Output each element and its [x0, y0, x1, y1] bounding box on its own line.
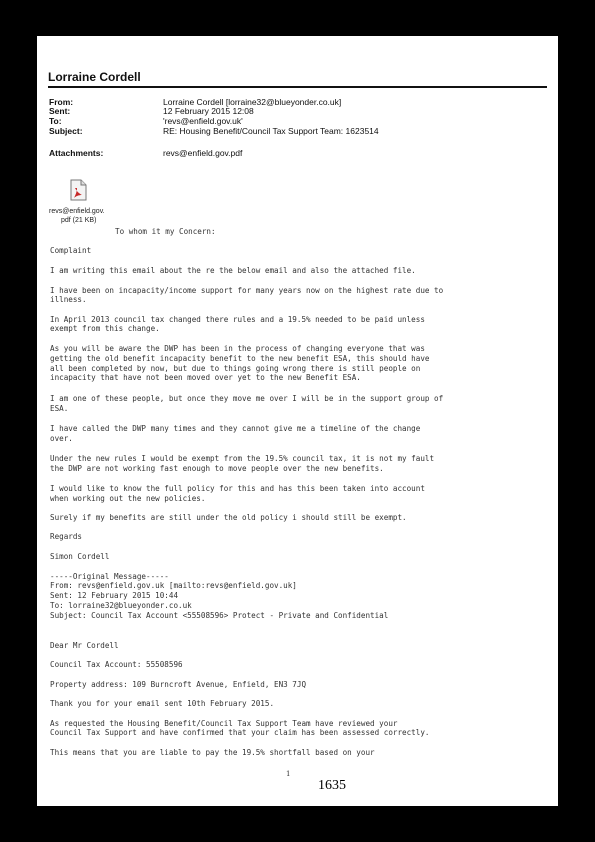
paragraph-3-line-2: exempt from this change.	[50, 324, 160, 333]
paragraph-6-line-2: over.	[50, 434, 73, 443]
to-label: To:	[49, 116, 62, 126]
attachments-value: revs@enfield.gov.pdf	[163, 148, 243, 158]
original-sent: Sent: 12 February 2015 10:44	[50, 591, 179, 600]
liable-line: This means that you are liable to pay the 19.5% shortfall based on your	[50, 748, 375, 757]
property-address: Property address: 109 Burncroft Avenue, Enfield, EN3 7JQ	[50, 680, 307, 689]
salutation: To whom it my Concern:	[115, 227, 216, 236]
header-divider	[48, 86, 547, 88]
thanks-line: Thank you for your email sent 10th February 2015.	[50, 699, 275, 708]
sent-value: 12 February 2015 12:08	[163, 106, 254, 116]
attachment-size: pdf (21 KB)	[61, 217, 97, 224]
subject-value: RE: Housing Benefit/Council Tax Support Team: 1623514	[163, 126, 379, 136]
account-number: Council Tax Account: 55508596	[50, 660, 183, 669]
dear-line: Dear Mr Cordell	[50, 641, 119, 650]
pdf-file-icon[interactable]	[70, 179, 87, 201]
original-to: To: lorraine32@blueyonder.co.uk	[50, 601, 192, 610]
sender-name: Lorraine Cordell	[48, 70, 141, 84]
from-label: From:	[49, 97, 74, 107]
bates-number: 1635	[318, 778, 346, 793]
paragraph-8-line-1: I would like to know the full policy for this and has this been taken into account	[50, 484, 425, 493]
paragraph-7-line-1: Under the new rules I would be exempt from the 19.5% council tax, it is not my fault	[50, 454, 435, 463]
paragraph-7-line-2: the DWP are not working fast enough to move people over the new benefits.	[50, 464, 384, 473]
paragraph-8-line-2: when working out the new policies.	[50, 494, 206, 503]
attachment-filename[interactable]: revs@enfield.gov.	[49, 208, 105, 215]
paragraph-3-line-1: In April 2013 council tax changed there rules and a 19.5% needed to be paid unless	[50, 315, 425, 324]
paragraph-2-line-2: illness.	[50, 295, 87, 304]
paragraph-6-line-1: I have called the DWP many times and they cannot give me a timeline of the change	[50, 424, 421, 433]
paragraph-5-line-2: ESA.	[50, 404, 69, 413]
attachments-label: Attachments:	[49, 148, 104, 158]
signature: Simon Cordell	[50, 552, 110, 561]
document-page	[37, 36, 558, 806]
paragraph-2-line-1: I have been on incapacity/income support for many years now on the highest rate due to	[50, 286, 444, 295]
paragraph-9: Surely if my benefits are still under the old policy i should still be exempt.	[50, 513, 407, 522]
complaint-heading: Complaint	[50, 246, 92, 255]
request-line-1: As requested the Housing Benefit/Council Tax Support Team have reviewed your	[50, 719, 398, 728]
original-subject: Subject: Council Tax Account <55508596> Protect - Private and Confidential	[50, 611, 389, 620]
sent-label: Sent:	[49, 106, 71, 116]
page-number: 1	[286, 770, 291, 778]
subject-label: Subject:	[49, 126, 83, 136]
regards: Regards	[50, 532, 83, 541]
from-value: Lorraine Cordell [lorraine32@blueyonder.co.uk]	[163, 97, 342, 107]
original-message-header: -----Original Message-----	[50, 572, 169, 581]
request-line-2: Council Tax Support and have confirmed that your claim has been assessed correctly.	[50, 728, 430, 737]
to-value: 'revs@enfield.gov.uk'	[163, 116, 243, 126]
paragraph-1: I am writing this email about the re the below email and also the attached file.	[50, 266, 416, 275]
original-from: From: revs@enfield.gov.uk [mailto:revs@enfield.gov.uk]	[50, 581, 297, 590]
paragraph-4-line-1: As you will be aware the DWP has been in the process of changing everyone that was	[50, 344, 425, 353]
paragraph-4-line-3: all been completed by now, but due to things going wrong there is still people on	[50, 364, 421, 373]
paragraph-4-line-4: incapacity that have not been moved over yet to the new Benefit ESA.	[50, 373, 361, 382]
paragraph-5-line-1: I am one of these people, but once they move me over I will be in the support group of	[50, 394, 444, 403]
paragraph-4-line-2: getting the old benefit incapacity benefit to the new benefit ESA, this should have	[50, 354, 430, 363]
